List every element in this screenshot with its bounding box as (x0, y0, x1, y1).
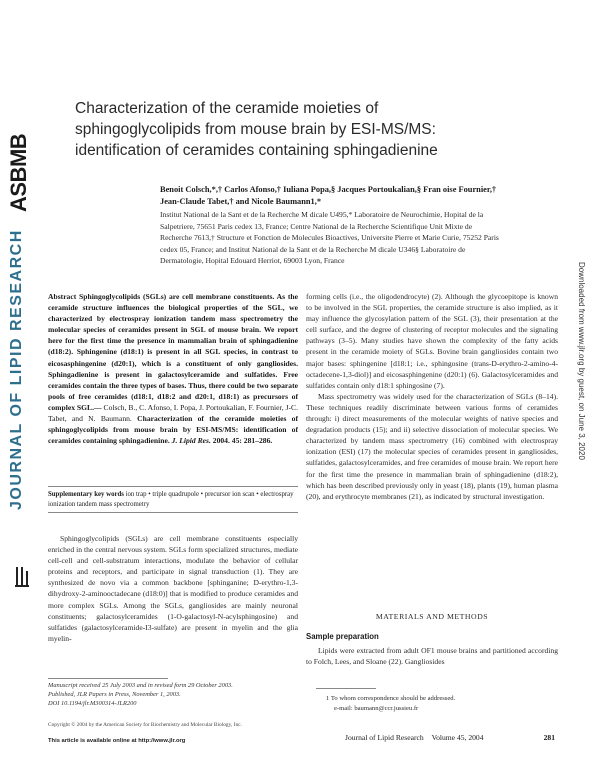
intro-paragraph: Mass spectrometry was widely used for the characterization of SGLs (8–14). These techniques readily discriminate between various forms of ceramides through: i) direct measurements of the molecular weights of native species and degradation products (15); and ii) selective dissociation of molecular species. We characterized by tandem mass spectrometry (16) combined with electrospray ionization (ESI) (17) the molecular species of ceramides present in gangliosides, sulfatides, galactosylceramides, and free ceramides of mouse brain. We report here for the first time the presence in mammalian brain of sphingadienine (d18:2), which has been described previously only in yeast (18), plants (19), human plasma (20), and erythrocyte membranes (21), as indicated by structural investigation. (306, 391, 558, 501)
citation-journal: J. Lipid Res. (171, 436, 211, 446)
affiliation-line: Recherche 7613,† Structure et Fonction de Molecules Bioactives, Universite Pierre et Marie Curie, 75252 Paris (160, 233, 499, 243)
author-list (160, 184, 560, 208)
abstract-text-2: Thus, there could be two separate pools of free ceramides (d18:1, d18:2 and d20:1, d18:1) as precursors of complex SGL.— (48, 380, 298, 412)
keywords-text: ion trap • triple quadrupole • precursor ion scan • electrospray ionization tandem mass spectrometry (48, 491, 294, 508)
abstract-label: Abstract (48, 292, 77, 301)
divider (48, 486, 298, 487)
subsection-heading: Sample preparation (306, 632, 379, 641)
page-number: 281 (543, 733, 555, 742)
affiliation-line: Dermatologie, Hopital Edouard Herriot, 69003 Lyon, France (160, 256, 345, 266)
title-line: Characterization of the ceramide moieties of (75, 100, 379, 117)
copyright: Copyright © 2004 by the American Society for Biochemistry and Molecular Biology, Inc. (48, 722, 242, 728)
title-line: identification of ceramides containing sphingadienine (75, 142, 438, 159)
keywords (48, 490, 298, 509)
article-title (75, 98, 555, 161)
download-note: Downloaded from www.jlr.org by guest, on June 3, 2020 (577, 262, 586, 460)
footnote (326, 694, 556, 713)
manuscript-info (48, 682, 308, 708)
citation-authors: Colsch, B., C. Afonso, I. Popa, J. Portoukalian, F. Fournier, J-C. Tabet, and N. Baumann. (48, 402, 298, 424)
journal-name-banner: JOURNAL OF LIPID RESEARCH (8, 229, 25, 510)
abstract-text: Sphingoglycolipids (SGLs) are cell membrane constituents. As the ceramide structure influences the biological properties of the SGL, we characterized by electrospray ionization tandem mass spectrometry the molecular species of ceramides present in SGL of mouse brain. We report here for the first time the presence in mammalian brain of sphingadienine (d18:2). Sphingenine (d18:1) is present in all SGL species, in contrast to eicosasphingenine (d20:1), which is a constituent of only gangliosides. Sphingadienine is present in galactosylceramide and sulfatides. Free ceramides contain the three types of bases. (48, 292, 298, 390)
abstract (48, 291, 298, 446)
intro-paragraph: forming cells (i.e., the oligodendrocyte) (2). Although the glycoepitope is known to be involved in the SGL properties, the ceramide structure is also implied, as it may influence the glycosylation pattern of the SGL (3), their presentation at the cell surface, and the degree of clustering of receptor molecules and the signaling pathways (3–5). Many studies have shown the complexity of the fatty acids present in the ceramide moiety of SGLs. Bovine brain gangliosides contain two major bases: sphingenine [d18:1; i.e., sphingosine (trans-D-erythro-2-amino-4-octadecene-1,3-diol)] and eicosasphingenine (d20:1) (6). Galactosylceramides and sulfatides contain only d18:1 sphingosine (7). (306, 292, 558, 390)
doi: DOI 10.1194/jlr.M300314-JLR200 (48, 699, 137, 707)
footnote-text: 1 To whom correspondence should be addressed. (326, 695, 456, 702)
divider (316, 688, 376, 689)
affiliations (160, 209, 555, 267)
intro-left-column (48, 533, 298, 644)
divider (48, 678, 168, 679)
author-line: Benoit Colsch,*,† Carlos Afonso,† Iuliana Popa,§ Jacques Portoukalian,§ Fran oise Fournier,† (160, 185, 497, 194)
author-line: Jean-Claude Tabet,† and Nicole Baumann1,* (160, 197, 322, 206)
divider (48, 512, 298, 513)
citation-title: Characterization of the ceramide moieties of sphingoglycolipids from mouse brain by ESI-MS/MS: identification of ceramides containing sphingadienine. (48, 414, 298, 446)
publisher-logo: ASBMB (6, 133, 31, 212)
affiliation-line: Salpetriere, 75651 Paris cedex 13, France; Centre National de la Recherche Scientifique Unit Mixte de (160, 221, 473, 231)
affiliation-line: Institut National de la Sant et de la Recherche M dicale U495,* Laboratoire de Neurochimie, Hopital de la (160, 210, 484, 219)
published-date: Published, JLR Papers in Press, November 1, 2003. (48, 690, 181, 698)
page-footer (345, 733, 555, 742)
title-line: sphingoglycolipids from mouse brain by ESI-MS/MS: (75, 121, 436, 138)
intro-right-column (306, 291, 558, 502)
methods-text: Lipids were extracted from adult OF1 mouse brains and partitioned according to Folch, Lees, and Sloane (22). Gangliosides (306, 646, 558, 667)
footnote-email: e-mail: baumann@ccr.jussieu.fr (334, 704, 419, 712)
citation-ref: 2004. 45: 281–286. (212, 436, 273, 446)
keywords-label: Supplementary key words (48, 491, 124, 498)
footer-volume: Volume 45, 2004 (431, 733, 484, 742)
jlr-logo-icon (14, 566, 30, 588)
online-note: This article is available online at http://www.jlr.org (48, 738, 186, 744)
methods-paragraph (306, 645, 558, 667)
intro-paragraph: Sphingoglycolipids (SGLs) are cell membrane constituents especially enriched in the central nervous system. SGLs form specialized structures, mediate cell-cell and cell-substratum interactions, modulate the behavior of cellular proteins and receptors, and participate in signal transduction (1). They are synthesized de novo via a common backbone [sphinganine; D-erythro-1,3-dihydroxy-2-aminooctadecane (d18:0)] that is modified to produce ceramides and more complex SGLs. Among the SGLs, gangliosides are mainly neuronal constituents; galactosylceramides (1-O-galactosyl-N-acylsphingosine) and sulfatides (galactosylceramide-I3-sulfate) are present in myelin and the glia myelin- (48, 534, 298, 643)
received-date: Manuscript received 25 July 2003 and in revised form 29 October 2003. (48, 682, 233, 689)
footer-journal: Journal of Lipid Research (345, 733, 424, 742)
section-heading: MATERIALS AND METHODS (375, 612, 489, 621)
affiliation-line: cedex 05, France; and Institut National de la Sant et de la Recherche M dicale U346§ Laboratoire de (160, 244, 466, 254)
